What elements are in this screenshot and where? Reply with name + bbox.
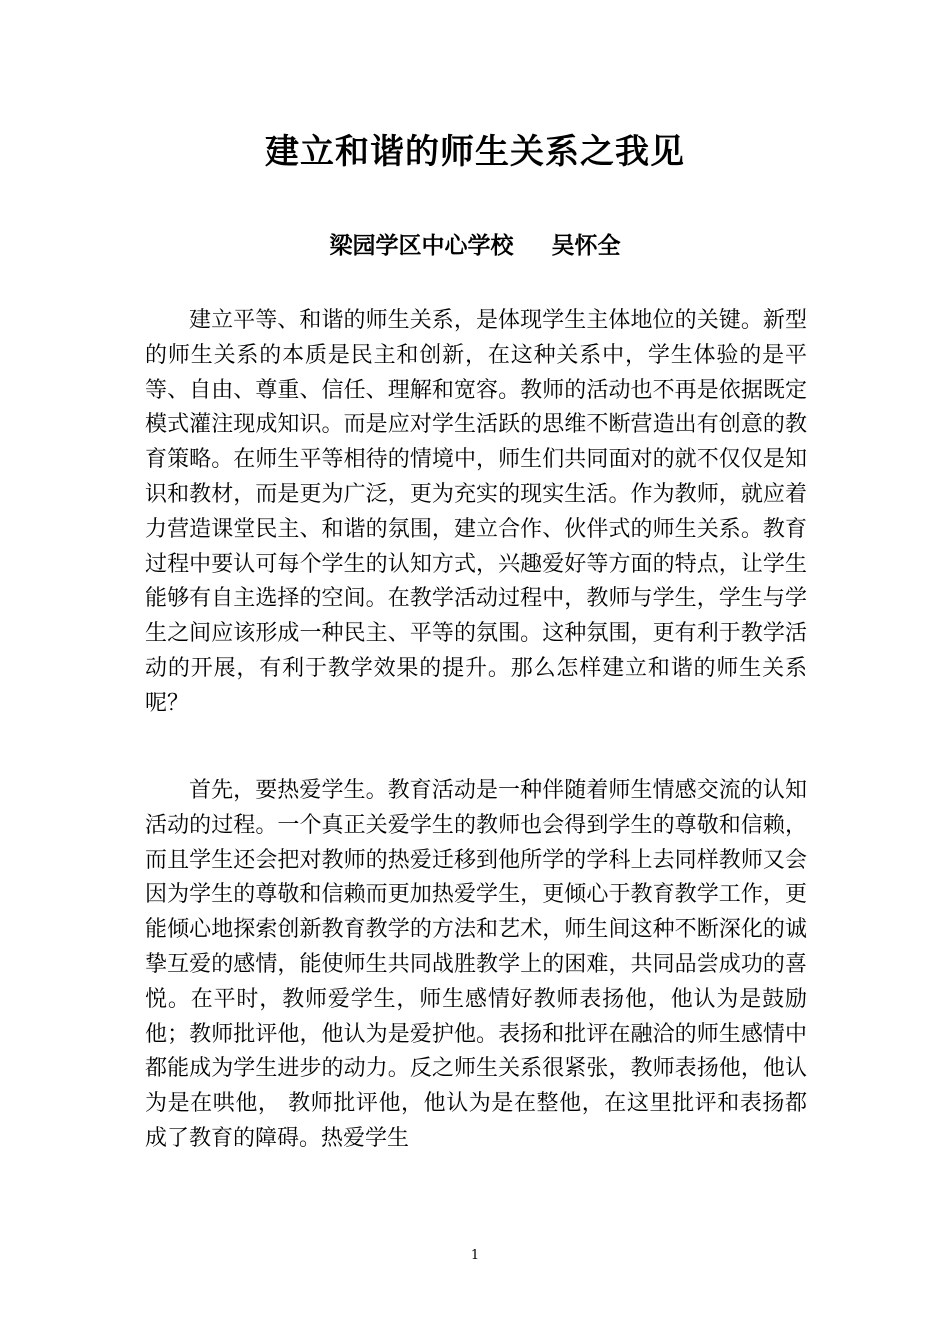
author-name: 吴怀全 (551, 232, 621, 259)
author-byline (0, 228, 950, 264)
page-title: 建立和谐的师生关系之我见 (265, 132, 685, 172)
author-school: 梁园学区中心学校 (329, 232, 514, 259)
page-number: 1 (470, 1248, 480, 1263)
body-paragraph-2: 首先，要热爱学生。教育活动是一种伴随着师生情感交流的认知活动的过程。一个真正关爱学生的教师也会得到学生的尊敬和信赖，而且学生还会把对教师的热爱迁移到他所学的学科上去同样教师又会因为学生的尊敬和信赖而更加热爱学生，更倾心于教育教学工作，更能倾心地探索创新教育教学的方法和艺术，师生间这种不断深化的诚挚互爱的感情，能使师生共同战胜教学上的困难，共同品尝成功的喜悦。在平时，教师爱学生，师生感情好教师表扬他，他认为是鼓励他；教师批评他，他认为是爱护他。表扬和批评在融洽的师生感情中都能成为学生进步的动力。反之师生关系很紧张，教师表扬他，他认为是在哄他， 教师批评他，他认为是在整他，在这里批评和表扬都成了教育的障碍。热爱学生 (145, 778, 807, 1151)
body-paragraph-1: 建立平等、和谐的师生关系，是体现学生主体地位的关键。新型的师生关系的本质是民主和创新，在这种关系中，学生体验的是平等、自由、尊重、信任、理解和宽容。教师的活动也不再是依据既定模式灌注现成知识。而是应对学生活跃的思维不断营造出有创意的教育策略。在师生平等相待的情境中，师生们共同面对的就不仅仅是知识和教材，而是更为广泛，更为充实的现实生活。作为教师，就应着力营造课堂民主、和谐的氛围，建立合作、伙伴式的师生关系。教育过程中要认可每个学生的认知方式，兴趣爱好等方面的特点，让学生能够有自主选择的空间。在教学活动过程中，教师与学生，学生与学生之间应该形成一种民主、平等的氛围。这种氛围，更有利于教学活动的开展，有利于教学效果的提升。那么怎样建立和谐的师生关系呢？ (145, 308, 807, 716)
